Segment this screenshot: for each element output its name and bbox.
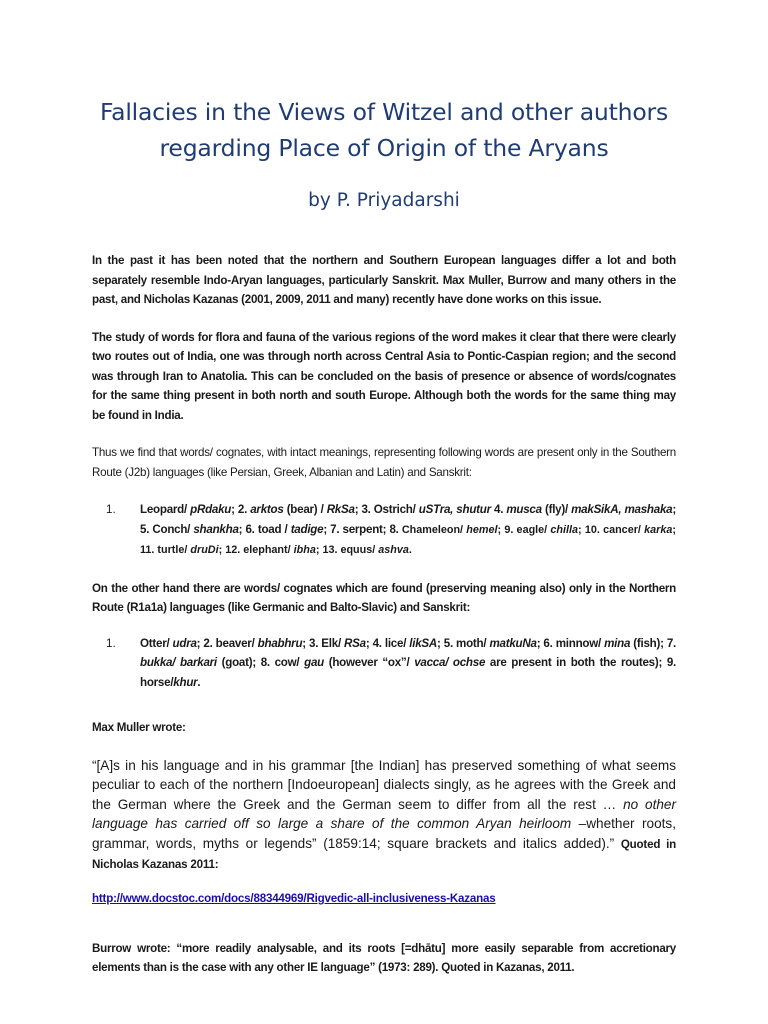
word-pair (494, 503, 676, 516)
word-text: 7. serpent; (330, 522, 390, 536)
word-text: . (408, 544, 412, 556)
word-text: / (184, 503, 191, 516)
paragraph-intro: In the past it has been noted that the northern and Southern European languages differ a lot and both separately resemble Indo-Aryan languages, particularly Sanskrit. Max Muller, Burrow and many others in the past, and Nicholas Kazanas (2001, 2009, 2011 and many) recently have done works on this issue. (92, 254, 676, 306)
word-text: ; (437, 636, 444, 650)
word-pair (238, 503, 362, 516)
word-text: ; (497, 523, 505, 536)
word-pair (225, 544, 322, 556)
sanskrit-cognate: khur (173, 675, 198, 689)
word-text: 3. Ostrich/ (361, 503, 419, 516)
word-text: Otter/ (140, 636, 173, 650)
paragraph-southern-route: Thus we find that words/ cognates, with intact meanings, representing following words are present only in the Southern Route (J2b) languages (like Persian, Greek, Albanian and Latin) and Sanskrit: (92, 446, 676, 479)
word-text: are present in both the routes); (485, 656, 667, 669)
sanskrit-cognate: musca (506, 503, 542, 516)
quote-italic: no other language has carried off so large a share of the common Aryan heirloom (92, 796, 676, 832)
word-text: . (197, 675, 201, 689)
word-text: (however “ox”/ (323, 656, 415, 669)
sanskrit-cognate: pRdaku (190, 503, 232, 516)
word-text: ; (302, 636, 310, 650)
list-number: 1. (106, 503, 116, 516)
sanskrit-cognate: chilla (550, 523, 579, 536)
word-text: (bear) / (283, 503, 327, 516)
word-text: 3. Elk/ (309, 636, 345, 650)
sanskrit-cognate: ibha (293, 544, 316, 556)
sanskrit-cognate: vacca/ ochse (414, 656, 486, 669)
word-pair (543, 637, 666, 650)
paragraph-max-muller-intro: Max Muller wrote: (92, 721, 186, 734)
word-text: 8. (389, 522, 402, 536)
word-pair (140, 544, 225, 556)
word-pair (402, 524, 504, 536)
word-text: ; (323, 522, 331, 536)
sanskrit-cognate: RSa (344, 636, 366, 650)
word-pair (414, 656, 667, 669)
author-byline: by P. Priyadarshi (308, 190, 460, 211)
word-text: 6. toad / (245, 522, 291, 536)
sanskrit-cognate: likSA (409, 636, 438, 650)
word-text: 2. (237, 503, 251, 516)
word-text: ; (238, 522, 246, 536)
sanskrit-cognate: bhabhru (257, 636, 303, 650)
sanskrit-cognate: hemel (466, 523, 498, 536)
word-text: Leopard (140, 503, 184, 516)
word-text: 4. (494, 503, 507, 516)
sanskrit-cognate: udra (172, 636, 197, 650)
southern-route-words (140, 500, 676, 561)
word-text: Chameleon/ (401, 523, 467, 536)
word-pair (504, 524, 585, 536)
word-text: 13. equus/ (322, 544, 379, 556)
sanskrit-cognate: shankha (193, 522, 239, 536)
word-pair (444, 637, 544, 650)
word-text: 9. eagle/ (504, 523, 551, 536)
word-pair (330, 523, 389, 536)
word-text: (goat); (216, 656, 261, 669)
sanskrit-cognate: arktos (250, 503, 284, 516)
word-text: ; (218, 544, 226, 556)
word-text: 4. lice/ (372, 636, 410, 650)
word-pair (322, 544, 411, 556)
word-text: 8. cow/ (260, 656, 305, 669)
word-text: ; (196, 636, 204, 650)
word-pair (309, 637, 373, 650)
word-pair (361, 503, 494, 516)
word-pair (140, 637, 203, 650)
document-title (92, 0, 676, 166)
word-pair (373, 637, 444, 650)
quote-text-1: “[A]s in his language and in his grammar [the Indian] has preserved something of what seems peculiar to each of the northern [Indoeuropean] dialects singly, as he agrees with the Greek and the German where the Greek and the German seem to differ from all the rest … (92, 757, 676, 812)
word-text: 2. beaver/ (203, 636, 258, 650)
word-pair (261, 656, 415, 669)
word-text: ; (354, 503, 362, 516)
sanskrit-cognate: uSTra, shutur (418, 503, 491, 516)
word-text: 10. cancer/ (584, 523, 645, 536)
word-pair (585, 524, 676, 536)
word-pair (140, 523, 245, 536)
word-text: ; (536, 636, 544, 650)
word-pair (389, 523, 401, 536)
title-line-1: Fallacies in the Views of Witzel and other authors (99, 98, 669, 126)
word-text: (fish); (630, 636, 667, 650)
sanskrit-cognate: ashva (378, 544, 409, 556)
sanskrit-cognate: druDi (190, 544, 219, 556)
paragraph-routes: The study of words for flora and fauna of the various regions of the word makes it clear that there were clearly two routes out of India, one was through north across Central Asia to Pontic-Caspian region; and the second was through Iran to Anatolia. This can be concluded on the basis of presence or absence of words/cognates for the same thing present in both north and south Europe. Although both the words for the same thing may be found in India. (92, 330, 676, 422)
word-text: ; (672, 523, 676, 536)
sanskrit-cognate: tadige (290, 522, 324, 536)
list-number: 1. (106, 636, 116, 650)
sanskrit-cognate: matkuNa (489, 636, 537, 650)
paragraph-burrow: Burrow wrote: “more readily analysable, and its roots [=dhātu] more easily separable from accretionary elements than is the case with any other IE language” (1973: 289). Quoted in Kazanas, 2011. (92, 941, 676, 975)
sanskrit-cognate: mina (604, 636, 631, 650)
word-text: ; (231, 503, 238, 516)
reference-link-paragraph (92, 889, 676, 909)
title-line-2: regarding Place of Origin of the Aryans (159, 134, 609, 162)
sanskrit-cognate: bukka/ barkari (140, 656, 217, 669)
word-pair (140, 503, 238, 516)
word-text: 12. elephant/ (225, 544, 294, 556)
word-text: 7. (666, 636, 676, 650)
northern-route-words (140, 634, 676, 693)
word-pair (203, 637, 309, 650)
kazanas-link[interactable]: http://www.docstoc.com/docs/88344969/Rigvedic-all-inclusiveness-Kazanas (92, 892, 496, 906)
sanskrit-cognate: karka (644, 523, 673, 536)
word-text: 6. minnow/ (543, 636, 605, 650)
quote-text-2: –whether roots, grammar, words, myths or legends” (1859:14; square brackets and italics added).” (92, 816, 676, 851)
word-text: ; (315, 544, 323, 556)
word-text: ; (578, 523, 585, 536)
quote-reference: Quoted in Nicholas Kazanas 2011: (92, 837, 677, 872)
sanskrit-cognate: RkSa (326, 503, 355, 516)
word-text: 5. moth/ (443, 636, 490, 650)
sanskrit-cognate: makSikA, mashaka (571, 503, 673, 516)
southern-route-word-list (92, 500, 676, 561)
word-text: ; (672, 503, 676, 516)
paragraph-northern-route: On the other hand there are words/ cognates which are found (preserving meaning also) only in the Northern Route (R1a1a) languages (like Germanic and Balto-Slavic) and Sanskrit: (92, 581, 676, 614)
word-pair (245, 523, 330, 536)
max-muller-quote (92, 756, 676, 876)
word-text: 5. Conch/ (140, 522, 194, 536)
sanskrit-cognate: gau (304, 656, 324, 669)
word-text: 9. horse/ (140, 656, 677, 689)
word-text: 11. turtle/ (140, 544, 191, 556)
word-text: ; (365, 636, 373, 650)
word-text: (fly)/ (541, 503, 572, 516)
northern-route-word-list (92, 634, 676, 693)
